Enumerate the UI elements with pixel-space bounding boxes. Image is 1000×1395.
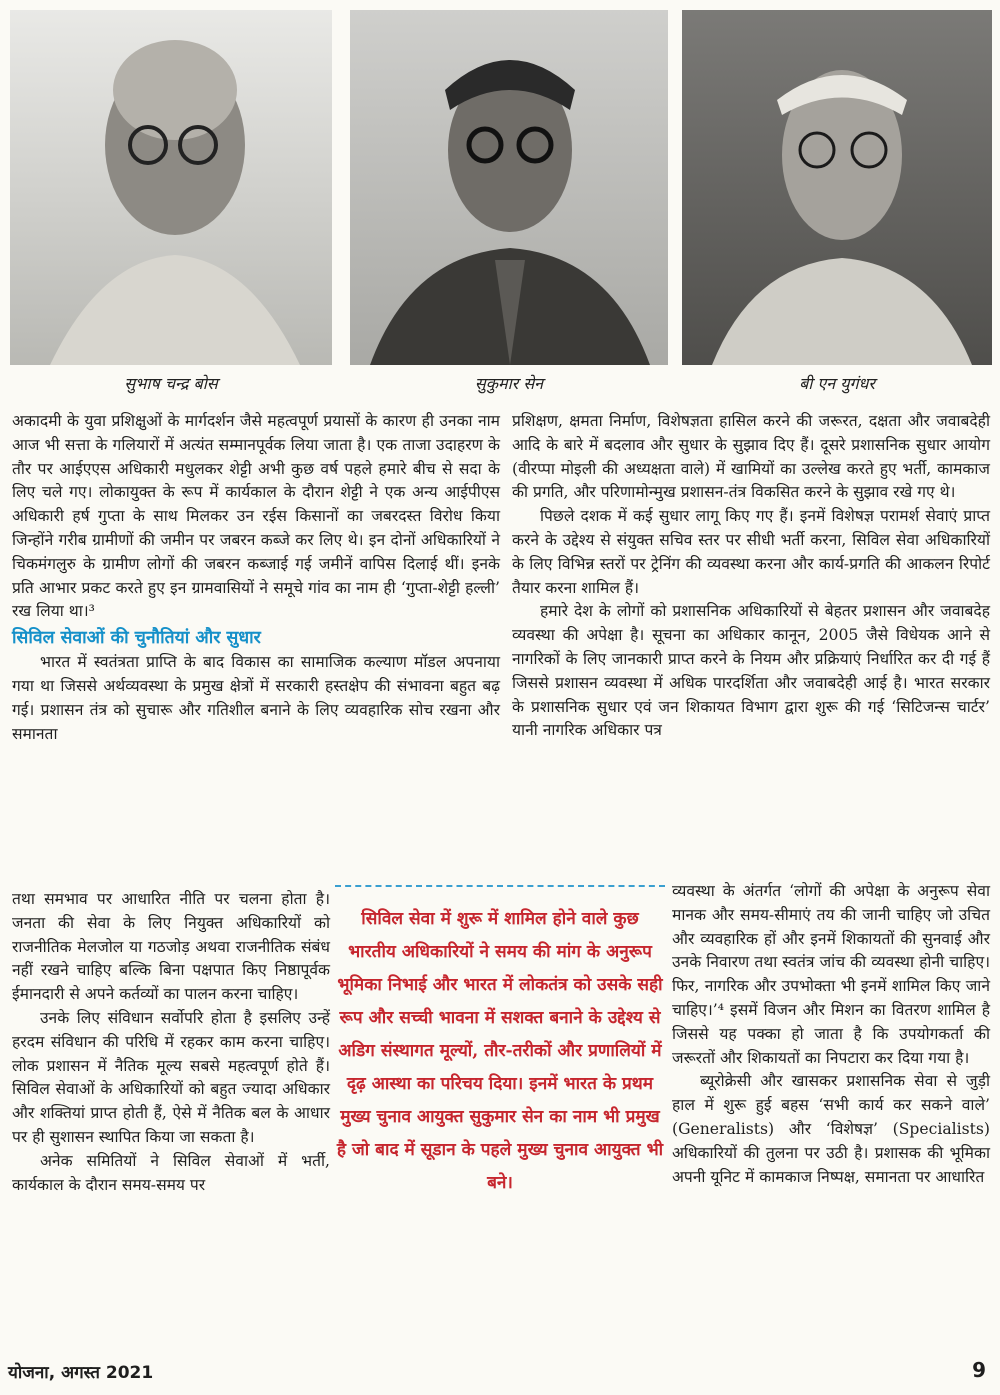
right-column-bottom [672, 880, 990, 1189]
left-column-bottom [12, 888, 330, 1197]
photo-sukumar-sen [350, 10, 668, 365]
caption-bose: सुभाष चन्द्र बोस [124, 374, 218, 393]
caption-sen: सुकुमार सेन [474, 374, 544, 393]
left-column-top [12, 410, 500, 746]
right-paragraph-3-top: हमारे देश के लोगों को प्रशासनिक अधिकारियों से बेहतर प्रशासन और जवाबदेह व्यवस्था की अपेक्षा है। सूचना का अधिकार कानून, 2005 जैसे विधेयक आने से नागरिकों के लिए जानकारी प्राप्त करने के नियम और प्रक्रियाएं निर्धारित कर दी गई हैं जिससे प्रशासन व्यवस्था में अधिक पारदर्शिता और जवाबदेही आई है। भारत सरकार के प्रशासनिक सुधार एवं जन शिकायत विभाग द्वारा शुरू की गई ‘सिटिजन्स चार्टर’ यानी नागरिक अधिकार पत्र [512, 602, 990, 740]
right-paragraph-3-rest: व्यवस्था के अंतर्गत ‘लोगों की अपेक्षा के अनुरूप सेवा मानक और समय-सीमाएं तय की जानी चाहिए जो उचित और व्यवहारिक हों और इनमें शिकायतों की सुनवाई और उनके निवारण तथा स्वतंत्र जांच की व्यवस्था होनी चाहिए। फिर, नागरिक और उपभोक्ता भी इनमें शामिल किए जाने चाहिए।’⁴ इसमें विजन और मिशन का वितरण शामिल है जिससे यह पक्का हो जाता है कि उपयोगकर्ता की जरूरतों और शिकायतों का निपटारा कर दिया गया है। [672, 882, 990, 1067]
left-paragraph-1: अकादमी के युवा प्रशिक्षुओं के मार्गदर्शन जैसे महत्वपूर्ण प्रयासों के कारण ही उनका नाम आज भी सत्ता के गलियारों में अत्यंत सम्मानपूर्वक लिया जाता है। एक ताजा उदाहरण के तौर पर आईएएस अधिकारी मधुलकर शेट्टी अभी कुछ वर्ष पहले हमारे बीच से सदा के लिए चले गए। लोकायुक्त के रूप में कार्यकाल के दौरान शेट्टी ने एक अन्य आईपीएस अधिकारी हर्ष गुप्ता के साथ मिलकर उन रईस किसानों का जबरदस्त विरोध किया जिन्होंने गरीब ग्रामीणों की जमीन पर जबरन कब्जे कर लिए थे। इन दोनों अधिकारियों ने चिकमंगलुरु के ग्रामीण लोगों की जबरन कब्जाई गई जमीनें वापिस दिलाई थीं। इनके प्रति आभार प्रकट करते हुए इन ग्रामवासियों ने समूचे गांव का नाम ही ‘गुप्ता-शेट्टी हल्ली’ रख लिया था।³ [12, 412, 500, 621]
right-column-top [512, 410, 990, 743]
page-number: 9 [972, 1358, 986, 1382]
left-paragraph-3: उनके लिए संविधान सर्वोपरि होता है इसलिए उन्हें हरदम संविधान की परिधि में रहकर काम करना चाहिए। लोक प्रशासन में नैतिक मूल्य सबसे महत्वपूर्ण होते हैं। सिविल सेवाओं के अधिकारियों को बहुत ज्यादा अधिकार और शक्तियां प्राप्त होती हैं, ऐसे में नैतिक बल के आधार पर ही सुशासन स्थापित किया जा सकता है। [12, 1008, 330, 1146]
right-paragraph-2: पिछले दशक में कई सुधार लागू किए गए हैं। इनमें विशेषज्ञ परामर्श सेवाएं प्राप्त करने के उद्देश्य से संयुक्त सचिव स्तर पर सीधी भर्ती करना, सिविल सेवा अधिकारियों के लिए विभिन्न स्तरों पर ट्रेनिंग की व्यवस्था करना और कार्य-प्रगति की आकलन रिपोर्ट तैयार करना शामिल हैं। [512, 507, 990, 597]
footer-magazine-issue: योजना, अगस्त 2021 [8, 1363, 154, 1383]
right-paragraph-1: प्रशिक्षण, क्षमता निर्माण, विशेषज्ञता हासिल करने की जरूरत, दक्षता और जवाबदेही आदि के बारे में बदलाव और सुधार के सुझाव दिए हैं। दूसरे प्रशासनिक सुधार आयोग (वीरप्पा मोइली की अध्यक्षता वाले) में खामियों का उल्लेख करते हुए भर्ती, कामकाज की प्रगति, और परिणामोन्मुख प्रशासन-तंत्र विकसित करने के सुझाव रखे गए थे। [512, 412, 990, 502]
portrait-placeholder-2 [350, 10, 668, 365]
section-heading: सिविल सेवाओं की चुनौतियां और सुधार [12, 628, 261, 649]
left-paragraph-2-top: भारत में स्वतंत्रता प्राप्ति के बाद विकास का सामाजिक कल्याण मॉडल अपनाया गया था जिससे अर्थव्यवस्था के प्रमुख क्षेत्रों में सरकारी हस्तक्षेप की संभावना बहुत बढ़ गई। प्रशासन तंत्र को सुचारू और गतिशील बनाने के लिए व्यवहारिक सोच रखना और समानता [12, 653, 500, 743]
photo-b-n-yugandhar [682, 10, 992, 365]
pull-quote: सिविल सेवा में शुरू में शामिल होने वाले कुछ भारतीय अधिकारियों ने समय की मांग के अनुरूप भूमिका निभाई और भारत में लोकतंत्र को उसके सही रूप और सच्ची भावना में सशक्त बनाने के उद्देश्य से अडिग संस्थागत मूल्यों, तौर-तरीकों और प्रणालियों में दृढ़ आस्था का परिचय दिया। इनमें भारत के प्रथम मुख्य चुनाव आयुक्त सुकुमार सेन का नाम भी प्रमुख है जो बाद में सूडान के पहले मुख्य चुनाव आयुक्त भी बने। [335, 885, 665, 1237]
right-paragraph-4: ब्यूरोक्रेसी और खासकर प्रशासनिक सेवा से जुड़ी हाल में शुरू हुई बहस ‘सभी कार्य कर सकने वाले’ (Generalists) और ‘विशेषज्ञ’ (Specialists) अधिकारियों की तुलना पर उठी है। प्रशासक की भूमिका अपनी यूनिट में कामकाज निष्पक्ष, समानता पर आधारित [672, 1072, 990, 1186]
photo-subhash-chandra-bose [10, 10, 332, 365]
caption-yugandhar: बी एन युगंधर [799, 374, 875, 393]
portrait-placeholder-1 [10, 10, 332, 365]
portrait-placeholder-3 [682, 10, 992, 365]
left-paragraph-2-rest: तथा समभाव पर आधारित नीति पर चलना होता है। जनता की सेवा के लिए नियुक्त अधिकारियों को राजनीतिक मेलजोल या गठजोड़ अथवा राजनीतिक संबंध नहीं रखने चाहिए बल्कि बिना पक्षपात किए निष्ठापूर्वक ईमानदारी से अपने कर्तव्यों का पालन करना चाहिए। [12, 890, 330, 1004]
left-paragraph-4: अनेक समितियों ने सिविल सेवाओं में भर्ती, कार्यकाल के दौरान समय-समय पर [12, 1151, 330, 1194]
